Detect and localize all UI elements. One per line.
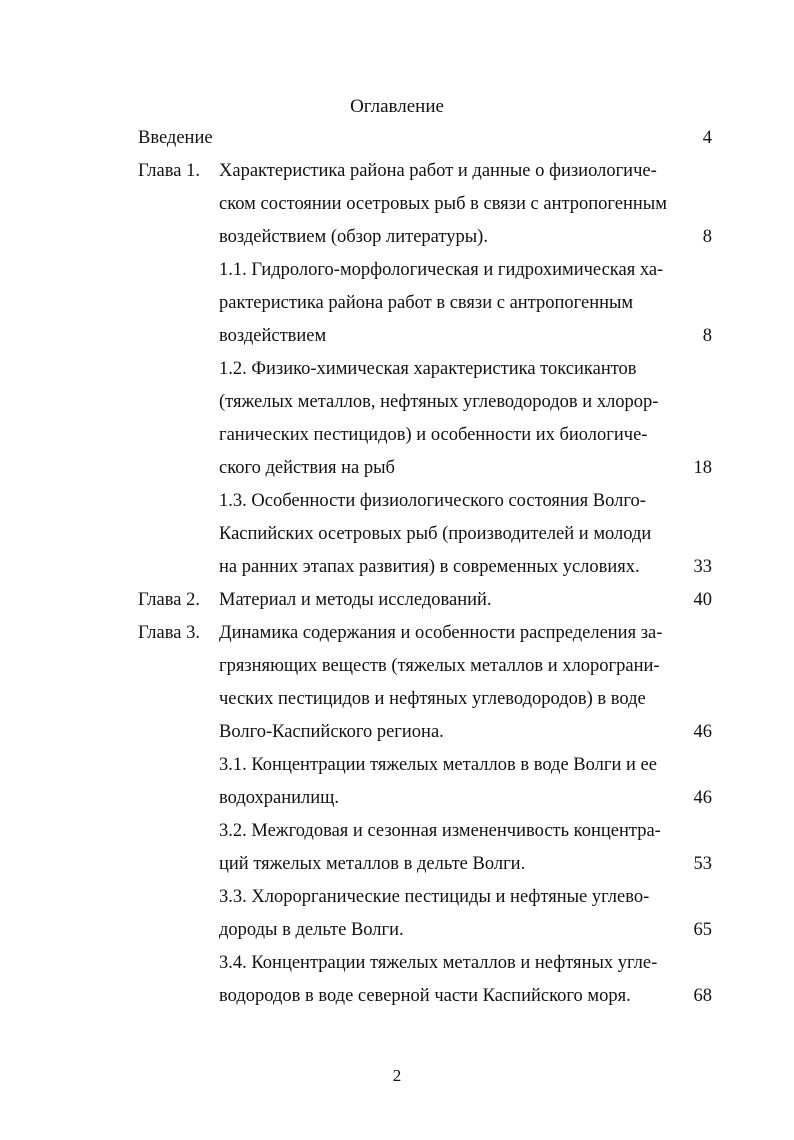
chapter-2-page: 40	[693, 590, 712, 610]
chapter-2-title-line: Материал и методы исследований.	[219, 590, 492, 610]
chapter-3-title-line: Динамика содержания и особенности распределения за-	[219, 623, 663, 643]
section-1-3-line: Каспийских осетровых рыб (производителей и молоди	[219, 524, 652, 544]
section-1-3-line: 1.3. Особенности физиологического состояния Волго-	[219, 491, 646, 511]
section-3-4-line: 3.4. Концентрации тяжелых металлов и нефтяных угле-	[219, 953, 658, 973]
section-1-3-page: 33	[693, 557, 712, 577]
toc-intro-label: Введение	[138, 128, 213, 148]
section-3-1-line: водохранилищ.	[219, 788, 340, 808]
chapter-3-label: Глава 3.	[138, 623, 200, 643]
chapter-3-title-line: Волго-Каспийского региона.	[219, 722, 444, 742]
chapter-1-title-line: ском состоянии осетровых рыб в связи с антропогенным	[219, 194, 667, 214]
chapter-3-title-line: грязняющих веществ (тяжелых металлов и хлорограни-	[219, 656, 660, 676]
chapter-1-label: Глава 1.	[138, 161, 200, 181]
section-1-1-line: рактеристика района работ в связи с антропогенным	[219, 293, 634, 313]
section-1-1-line: 1.1. Гидролого-морфологическая и гидрохимическая ха-	[219, 260, 664, 280]
page-number: 2	[392, 1066, 402, 1085]
section-1-2-line: 1.2. Физико-химическая характеристика токсикантов	[219, 359, 637, 379]
section-3-1-page: 46	[693, 788, 712, 808]
chapter-3-page: 46	[693, 722, 712, 742]
chapter-1-page: 8	[702, 227, 712, 247]
section-1-2-page: 18	[693, 458, 712, 478]
section-3-1-line: 3.1. Концентрации тяжелых металлов в воде Волги и ее	[219, 755, 657, 775]
section-1-1-page: 8	[702, 326, 712, 346]
chapter-1-title-line: Характеристика района работ и данные о физиологиче-	[219, 161, 657, 181]
chapter-1-title-line: воздействием (обзор литературы).	[219, 227, 488, 247]
chapter-3-title-line: ческих пестицидов и нефтяных углеводородов) в воде	[219, 689, 646, 709]
section-1-1-line: воздействием	[219, 326, 327, 346]
toc-title: Оглавление	[350, 96, 444, 117]
section-1-3-line: на ранних этапах развития) в современных условиях.	[219, 557, 640, 577]
section-3-2-page: 53	[693, 854, 712, 874]
section-3-3-line: 3.3. Хлорорганические пестициды и нефтяные углево-	[219, 887, 650, 907]
chapter-2-label: Глава 2.	[138, 590, 200, 610]
section-3-2-line: ций тяжелых металлов в дельте Волги.	[219, 854, 526, 874]
section-3-3-line: дороды в дельте Волги.	[219, 920, 404, 940]
section-1-2-line: ганических пестицидов) и особенности их биологиче-	[219, 425, 648, 445]
section-3-2-line: 3.2. Межгодовая и сезонная измененчивость концентра-	[219, 821, 661, 841]
section-1-2-line: ского действия на рыб	[219, 458, 395, 478]
section-1-2-line: (тяжелых металлов, нефтяных углеводородов и хлорор-	[219, 392, 659, 412]
section-3-3-page: 65	[693, 920, 712, 940]
section-3-4-line: водородов в воде северной части Каспийского моря.	[219, 986, 631, 1006]
toc-intro-page: 4	[702, 128, 712, 148]
section-3-4-page: 68	[693, 986, 712, 1006]
